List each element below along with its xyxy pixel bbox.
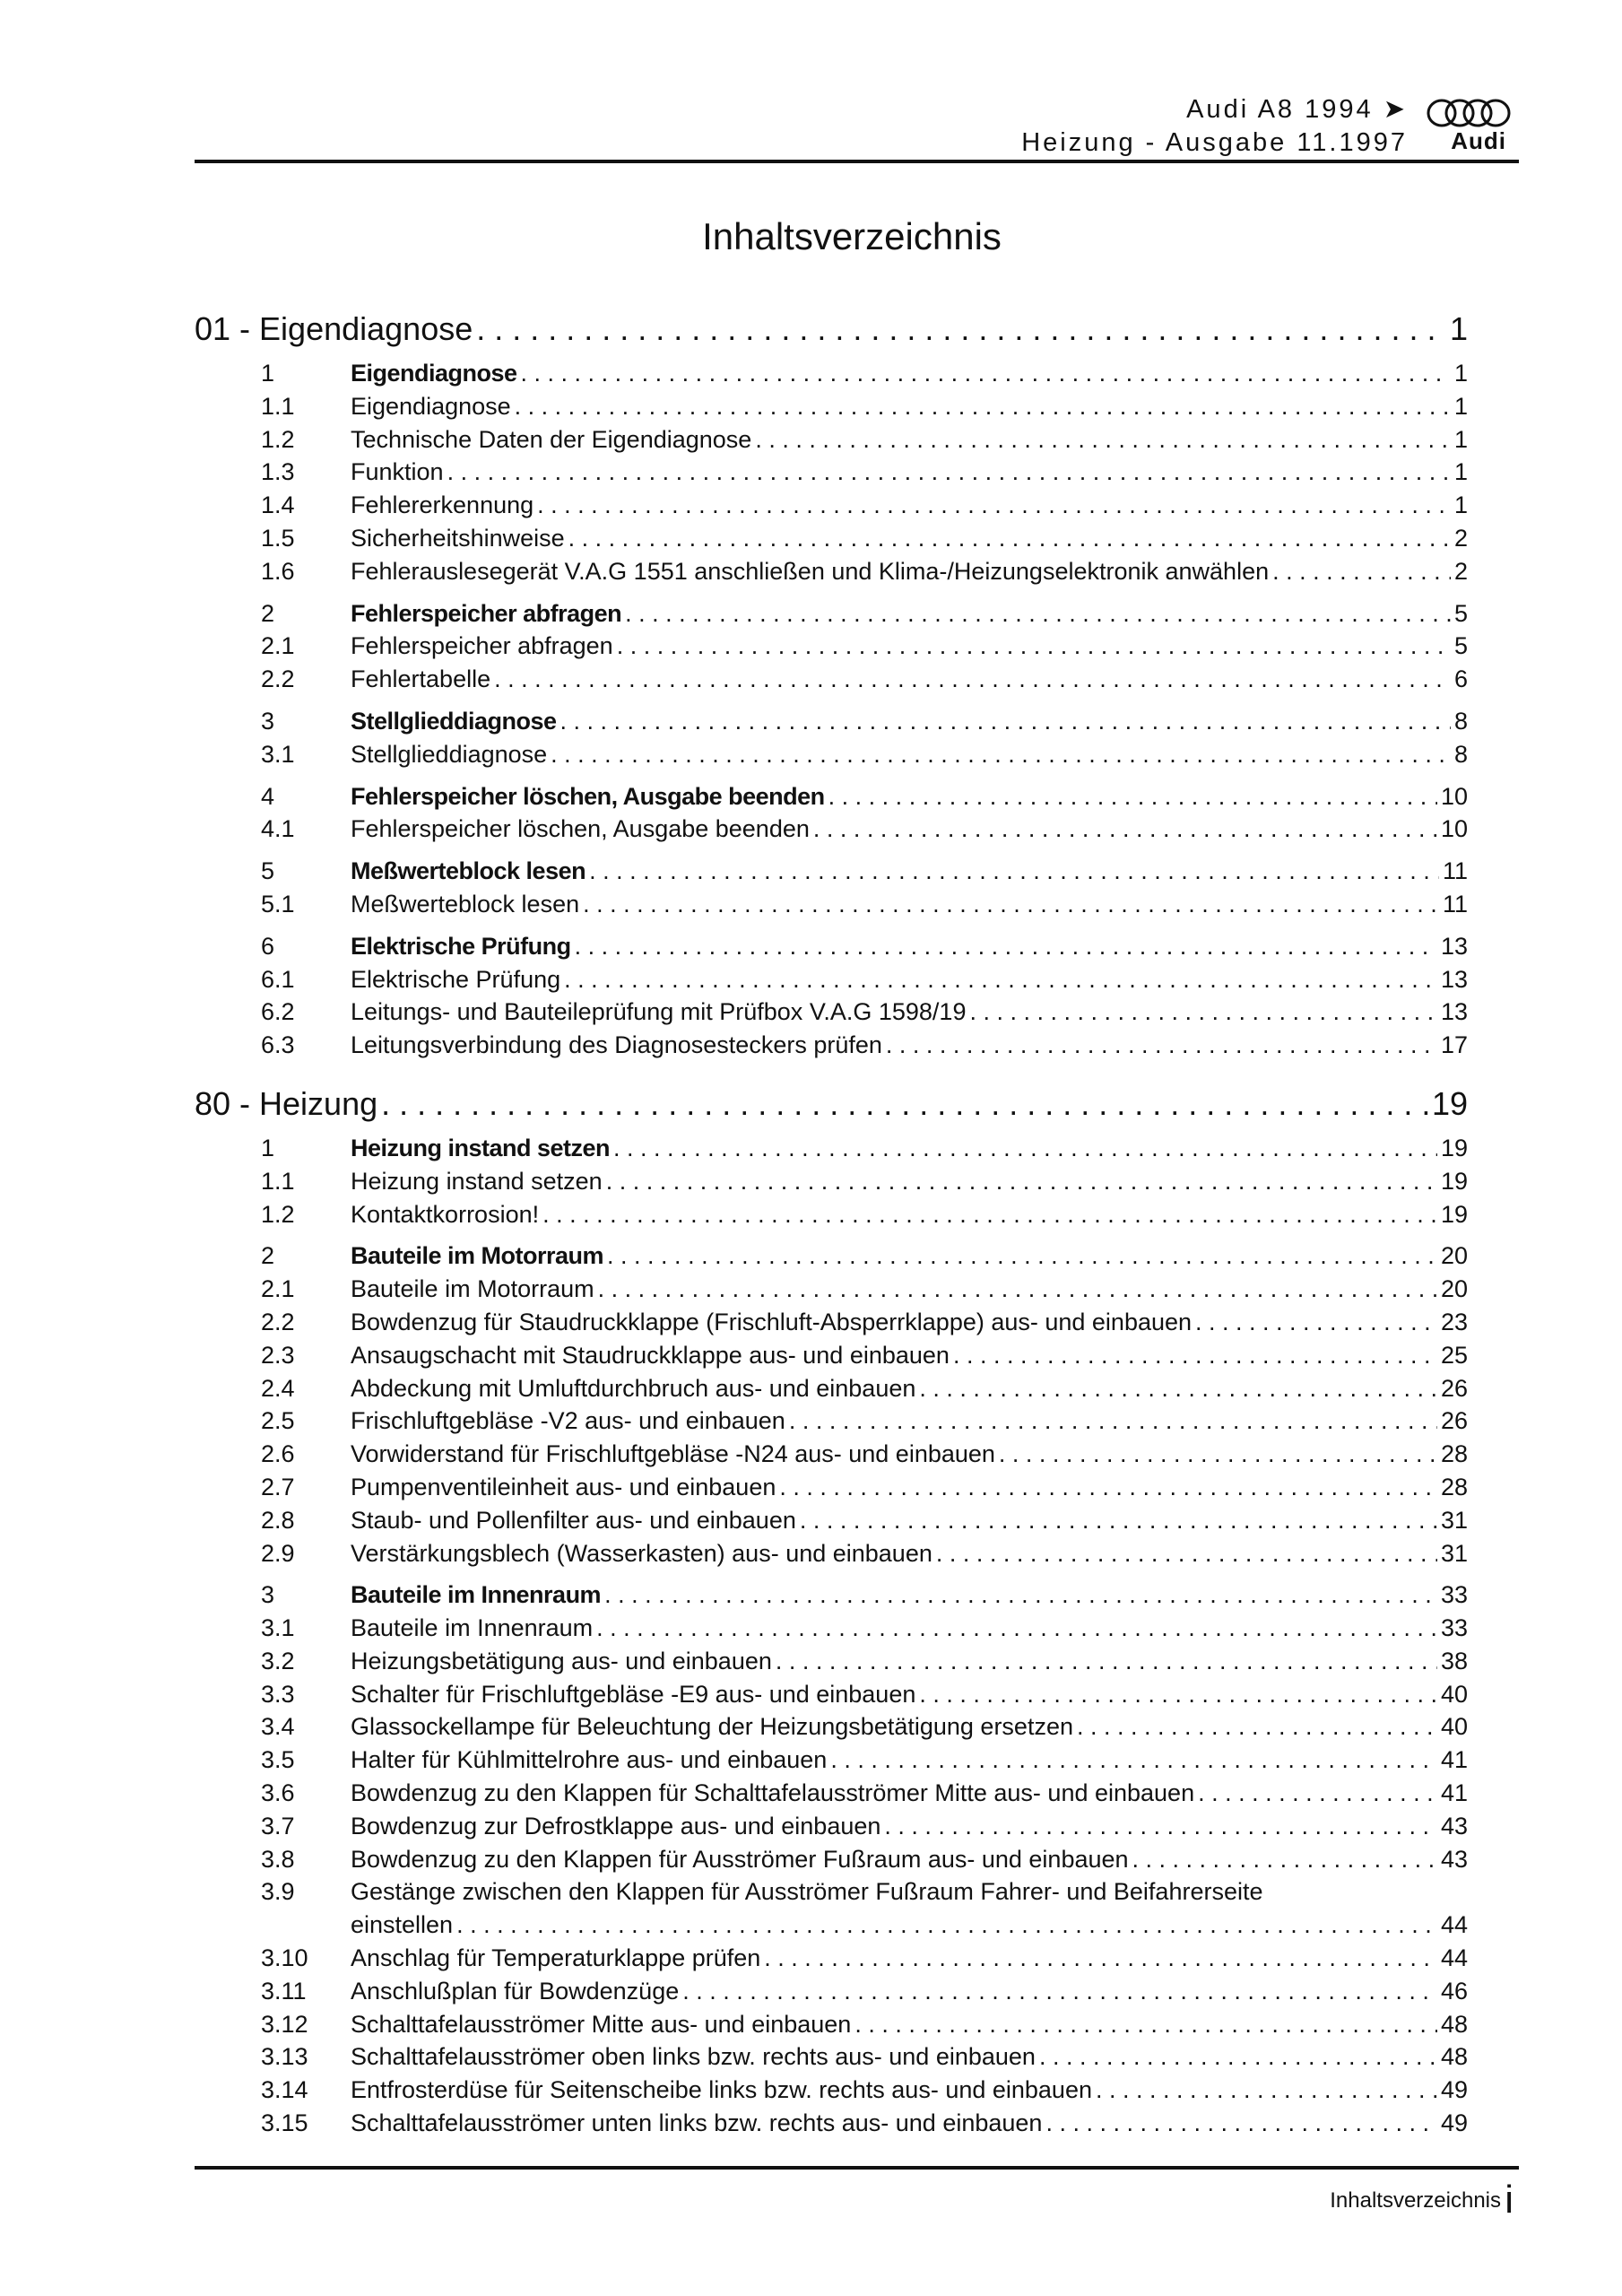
entry-page-number: 8: [1453, 740, 1468, 768]
leader-dots: [776, 1645, 1437, 1678]
entry-page-number: 11: [1442, 890, 1468, 918]
entry-title: Schalter für Frischluftgebläse -E9 aus- und einbauen: [351, 1680, 916, 1708]
entry-title: Bauteile im Innenraum: [351, 1614, 594, 1642]
entry-page-number: 43: [1440, 1812, 1468, 1839]
entry-number: 6: [261, 932, 275, 960]
leader-dots: [1198, 1777, 1437, 1810]
toc-entry[interactable]: [195, 1678, 1468, 1711]
leader-dots: [613, 1132, 1437, 1165]
toc-entry[interactable]: [195, 1645, 1468, 1678]
entry-number: 2.8: [261, 1506, 295, 1534]
leader-dots: [969, 996, 1436, 1029]
entry-number: 1: [261, 360, 275, 387]
entry-page-number: 17: [1440, 1031, 1468, 1059]
entry-number: 3: [261, 1581, 275, 1609]
entry-page-number: 31: [1440, 1506, 1468, 1534]
leader-dots: [564, 963, 1437, 996]
toc-entry[interactable]: [195, 888, 1468, 921]
entry-page-number: 1: [1453, 458, 1468, 486]
entry-number: 3.5: [261, 1746, 295, 1774]
toc-section-group: [195, 357, 1468, 588]
leader-dots: [1096, 2074, 1437, 2107]
toc-entry[interactable]: [195, 855, 1468, 888]
entry-title: Fehlererkennung: [351, 491, 534, 519]
leader-dots: [828, 780, 1437, 813]
leader-dots: [568, 522, 1451, 555]
leader-dots: [598, 1273, 1437, 1306]
header-subject: Heizung - Ausgabe 11.1997: [1021, 128, 1408, 157]
toc-entry[interactable]: [195, 1810, 1468, 1843]
entry-title: Stellglieddiagnose: [351, 707, 557, 735]
entry-page-number: 1: [1453, 491, 1468, 519]
toc-entry[interactable]: [195, 1975, 1468, 2008]
leader-dots: [617, 630, 1451, 663]
entry-title: Schalttafelausströmer oben links bzw. rechts aus- und einbauen: [351, 2043, 1036, 2071]
table-of-contents: [195, 307, 1468, 2140]
leader-dots: [919, 1372, 1437, 1405]
entry-number: 3.10: [261, 1944, 308, 1972]
entry-number: 3.15: [261, 2109, 308, 2137]
page-header: [195, 88, 1519, 163]
entry-page-number: 33: [1440, 1614, 1468, 1642]
entry-title: Bauteile im Innenraum: [351, 1581, 602, 1609]
leader-dots: [936, 1537, 1437, 1570]
entry-title: Bauteile im Motorraum: [351, 1242, 604, 1270]
entry-title: Eigendiagnose: [351, 392, 511, 420]
toc-section-group: [195, 597, 1468, 696]
entry-page-number: 13: [1440, 965, 1468, 993]
entry-page-number: 19: [1440, 1200, 1468, 1228]
toc-entry[interactable]: [195, 1710, 1468, 1744]
entry-title: Schalttafelausströmer Mitte aus- und einbauen: [351, 2010, 852, 2038]
chapter-page-number: 1: [1449, 310, 1468, 347]
entry-page-number: 23: [1440, 1308, 1468, 1335]
header-model: Audi A8 1994 ➤: [1186, 95, 1408, 124]
entry-page-number: 25: [1440, 1341, 1468, 1369]
leader-dots: [884, 1810, 1437, 1843]
entry-page-number: 48: [1440, 2010, 1468, 2038]
toc-entry[interactable]: [195, 597, 1468, 631]
toc-entry[interactable]: [195, 2040, 1468, 2074]
leader-dots: [755, 423, 1451, 457]
footer-page-number: i: [1505, 2178, 1514, 2222]
leader-dots: [813, 813, 1437, 846]
entry-page-number: 19: [1440, 1167, 1468, 1195]
entry-title: Bowdenzug für Staudruckklappe (Frischluft-Absperrklappe) aus- und einbauen: [351, 1308, 1193, 1335]
entry-number: 2.6: [261, 1440, 295, 1468]
entry-title: Funktion: [351, 458, 444, 486]
entry-page-number: 1: [1453, 360, 1468, 387]
leader-dots: [537, 489, 1451, 522]
toc-entry-continuation[interactable]: [195, 1909, 1468, 1942]
entry-number: 3.14: [261, 2076, 308, 2104]
leader-dots: [1195, 1306, 1437, 1339]
entry-title: Bauteile im Motorraum: [351, 1275, 594, 1303]
entry-title: Fehlerspeicher abfragen: [351, 632, 613, 660]
entry-number: 5: [261, 857, 275, 885]
entry-title: Vorwiderstand für Frischluftgebläse -N24 aus- und einbauen: [351, 1440, 995, 1468]
toc-entry[interactable]: [195, 663, 1468, 696]
entry-number: 2.1: [261, 632, 295, 660]
entry-title: Bowdenzug zur Defrostklappe aus- und einbauen: [351, 1812, 881, 1839]
entry-title: Fehlerspeicher löschen, Ausgabe beenden: [351, 782, 825, 810]
toc-entry[interactable]: [195, 2074, 1468, 2107]
toc-entry[interactable]: [195, 813, 1468, 846]
entry-number: 1.2: [261, 1200, 295, 1228]
entry-page-number: 43: [1440, 1845, 1468, 1873]
entry-page-number: 10: [1440, 782, 1468, 810]
leader-dots: [779, 1471, 1437, 1504]
toc-entry[interactable]: [195, 1578, 1468, 1612]
toc-entry[interactable]: [195, 1612, 1468, 1645]
leader-dots: [604, 1578, 1437, 1612]
entry-title: Fehlerauslesegerät V.A.G 1551 anschließen und Klima-/Heizungselektronik anwählen: [351, 557, 1270, 585]
entry-title: Meßwerteblock lesen: [351, 890, 580, 918]
entry-page-number: 11: [1442, 857, 1468, 885]
toc-entry[interactable]: [195, 555, 1468, 588]
entry-page-number: 20: [1440, 1275, 1468, 1303]
entry-page-number: 44: [1440, 1944, 1468, 1972]
leader-dots: [515, 390, 1451, 423]
toc-entry[interactable]: [195, 1438, 1468, 1471]
toc-entry[interactable]: [195, 738, 1468, 771]
entry-title: Anschlußplan für Bowdenzüge: [351, 1977, 680, 2005]
entry-title: Fehlerspeicher abfragen: [351, 599, 622, 627]
entry-title-continued: einstellen: [351, 1911, 454, 1939]
entry-number: 2.1: [261, 1275, 295, 1303]
entry-number: 2.7: [261, 1473, 295, 1500]
entry-title: Kontaktkorrosion!: [351, 1200, 540, 1228]
entry-number: 3.13: [261, 2043, 308, 2071]
leader-dots: [494, 663, 1451, 696]
entry-page-number: 40: [1440, 1713, 1468, 1741]
entry-number: 1: [261, 1134, 275, 1161]
leader-dots: [830, 1744, 1437, 1777]
toc-entry[interactable]: [195, 1843, 1468, 1876]
toc-section-group: [195, 1578, 1468, 2140]
entry-number: 3.11: [261, 1977, 307, 2005]
leader-dots: [589, 855, 1439, 888]
entry-page-number: 28: [1440, 1473, 1468, 1500]
leader-dots: [583, 888, 1439, 921]
entry-title: Staub- und Pollenfilter aus- und einbauen: [351, 1506, 796, 1534]
chapter-page-number: 19: [1431, 1084, 1468, 1122]
leader-dots: [1132, 1843, 1437, 1876]
entry-page-number: 2: [1453, 524, 1468, 552]
entry-number: 6.3: [261, 1031, 295, 1059]
toc-entry[interactable]: [195, 1777, 1468, 1810]
toc-section-group: [195, 855, 1468, 921]
toc-entry[interactable]: [195, 630, 1468, 663]
leader-dots: [682, 1975, 1437, 2008]
entry-number: 2.2: [261, 665, 295, 693]
entry-title: Entfrosterdüse für Seitenscheibe links bzw. rechts aus- und einbauen: [351, 2076, 1092, 2104]
entry-title: Abdeckung mit Umluftdurchbruch aus- und einbauen: [351, 1374, 916, 1402]
leader-dots: [854, 2008, 1437, 2041]
entry-page-number: 5: [1453, 632, 1468, 660]
toc-entry[interactable]: [195, 390, 1468, 423]
leader-dots: [476, 307, 1446, 352]
entry-number: 2.2: [261, 1308, 295, 1335]
entry-page-number: 13: [1440, 998, 1468, 1026]
toc-entry[interactable]: [195, 1537, 1468, 1570]
entry-number: 3.3: [261, 1680, 295, 1708]
entry-title: Frischluftgebläse -V2 aus- und einbauen: [351, 1407, 785, 1435]
leader-dots: [999, 1438, 1437, 1471]
leader-dots: [919, 1678, 1437, 1711]
leader-dots: [456, 1909, 1437, 1942]
entry-title: Glassockellampe für Beleuchtung der Heizungsbetätigung ersetzen: [351, 1713, 1073, 1741]
toc-entry[interactable]: [195, 1875, 1468, 1909]
entry-page-number: 26: [1440, 1374, 1468, 1402]
entry-title: Fehlerspeicher löschen, Ausgabe beenden: [351, 815, 810, 843]
toc-section-group: [195, 930, 1468, 1062]
entry-title: Meßwerteblock lesen: [351, 857, 586, 885]
toc-entry[interactable]: [195, 1198, 1468, 1231]
audi-logo-text: Audi: [1451, 127, 1506, 154]
entry-number: 3.9: [261, 1878, 295, 1906]
toc-entry[interactable]: [195, 963, 1468, 996]
entry-page-number: 48: [1440, 2043, 1468, 2071]
entry-title: Technische Daten der Eigendiagnose: [351, 425, 752, 453]
entry-page-number: 40: [1440, 1680, 1468, 1708]
entry-title: Sicherheitshinweise: [351, 524, 565, 552]
entry-number: 2.4: [261, 1374, 295, 1402]
toc-entry[interactable]: [195, 423, 1468, 457]
toc-entry[interactable]: [195, 996, 1468, 1029]
toc-section-group: [195, 780, 1468, 847]
entry-title: Bowdenzug zu den Klappen für Ausströmer Fußraum aus- und einbauen: [351, 1845, 1129, 1873]
entry-title: Anschlag für Temperaturklappe prüfen: [351, 1944, 761, 1972]
entry-page-number: 46: [1440, 1977, 1468, 2005]
toc-entry[interactable]: [195, 2008, 1468, 2041]
entry-title: Pumpenventileinheit aus- und einbauen: [351, 1473, 776, 1500]
entry-page-number: 49: [1440, 2109, 1468, 2137]
entry-page-number: 2: [1453, 557, 1468, 585]
entry-page-number: 49: [1440, 2076, 1468, 2104]
leader-dots: [800, 1504, 1437, 1537]
entry-page-number: 13: [1440, 932, 1468, 960]
entry-title: Elektrische Prüfung: [351, 932, 571, 960]
toc-entry[interactable]: [195, 1372, 1468, 1405]
footer-label: Inhaltsverzeichnis: [1330, 2188, 1501, 2213]
entry-page-number: 1: [1453, 425, 1468, 453]
toc-section-group: [195, 1132, 1468, 1231]
entry-title: Stellglieddiagnose: [351, 740, 548, 768]
leader-dots: [381, 1082, 1428, 1126]
entry-title: Gestänge zwischen den Klappen für Ausströmer Fußraum Fahrer- und Beifahrerseite: [351, 1878, 1263, 1906]
entry-number: 2.9: [261, 1539, 295, 1567]
toc-section-group: [195, 1239, 1468, 1570]
entry-title: Fehlertabelle: [351, 665, 491, 693]
toc-entry[interactable]: [195, 1504, 1468, 1537]
entry-page-number: 19: [1440, 1134, 1468, 1161]
entry-number: 1.5: [261, 524, 295, 552]
toc-chapter-entry[interactable]: [195, 1082, 1468, 1126]
toc-entry[interactable]: [195, 489, 1468, 522]
entry-title: Eigendiagnose: [351, 360, 517, 387]
entry-number: 2: [261, 1242, 275, 1270]
page-title: Inhaltsverzeichnis: [702, 215, 1002, 257]
toc-entry[interactable]: [195, 780, 1468, 813]
entry-number: 1.6: [261, 557, 295, 585]
toc-entry[interactable]: [195, 1306, 1468, 1339]
entry-number: 4.1: [261, 815, 295, 843]
toc-entry[interactable]: [195, 1471, 1468, 1504]
entry-title: Leitungsverbindung des Diagnosesteckers prüfen: [351, 1031, 882, 1059]
entry-page-number: 10: [1440, 815, 1468, 843]
entry-page-number: 5: [1453, 599, 1468, 627]
chapter-title: 80 - Heizung: [195, 1084, 378, 1122]
leader-dots: [1272, 555, 1451, 588]
leader-dots: [447, 456, 1451, 489]
entry-number: 1.1: [261, 1167, 295, 1195]
leader-dots: [551, 738, 1451, 771]
entry-number: 3.1: [261, 1614, 295, 1642]
toc-entry[interactable]: [195, 456, 1468, 489]
leader-dots: [953, 1339, 1437, 1372]
entry-number: 3.6: [261, 1779, 295, 1807]
footer-divider: [195, 2166, 1519, 2170]
entry-title: Heizung instand setzen: [351, 1167, 603, 1195]
entry-page-number: 1: [1453, 392, 1468, 420]
entry-title: Elektrische Prüfung: [351, 965, 561, 993]
toc-entry[interactable]: [195, 1029, 1468, 1062]
entry-page-number: 6: [1453, 665, 1468, 693]
entry-number: 3.1: [261, 740, 295, 768]
leader-dots: [575, 930, 1437, 963]
entry-number: 1.3: [261, 458, 295, 486]
toc-entry[interactable]: [195, 1239, 1468, 1273]
leader-dots: [625, 597, 1451, 631]
entry-page-number: 44: [1440, 1911, 1468, 1939]
toc-entry[interactable]: [195, 2107, 1468, 2140]
entry-title: Heizung instand setzen: [351, 1134, 611, 1161]
entry-page-number: 8: [1453, 707, 1468, 735]
entry-number: 2.5: [261, 1407, 295, 1435]
toc-section-group: [195, 705, 1468, 771]
entry-page-number: 26: [1440, 1407, 1468, 1435]
entry-number: 1.2: [261, 425, 295, 453]
entry-number: 3.8: [261, 1845, 295, 1873]
toc-entry[interactable]: [195, 1132, 1468, 1165]
leader-dots: [606, 1165, 1437, 1198]
entry-title: Halter für Kühlmittelrohre aus- und einbauen: [351, 1746, 828, 1774]
entry-number: 2.3: [261, 1341, 295, 1369]
entry-page-number: 38: [1440, 1647, 1468, 1674]
leader-dots: [607, 1239, 1437, 1273]
toc-entry[interactable]: [195, 1165, 1468, 1198]
leader-dots: [596, 1612, 1437, 1645]
entry-page-number: 28: [1440, 1440, 1468, 1468]
toc-entry[interactable]: [195, 522, 1468, 555]
entry-number: 3.12: [261, 2010, 308, 2038]
entry-number: 1.4: [261, 491, 295, 519]
entry-number: 1.1: [261, 392, 295, 420]
entry-page-number: 41: [1440, 1779, 1468, 1807]
entry-page-number: 20: [1440, 1242, 1468, 1270]
toc-entry[interactable]: [195, 705, 1468, 738]
leader-dots: [542, 1198, 1437, 1231]
leader-dots: [521, 357, 1451, 390]
entry-number: 6.2: [261, 998, 295, 1026]
entry-number: 5.1: [261, 890, 295, 918]
toc-entry[interactable]: [195, 1339, 1468, 1372]
toc-entry[interactable]: [195, 1273, 1468, 1306]
leader-dots: [1077, 1710, 1437, 1744]
entry-number: 4: [261, 782, 275, 810]
toc-entry[interactable]: [195, 930, 1468, 963]
entry-title: Ansaugschacht mit Staudruckklappe aus- und einbauen: [351, 1341, 950, 1369]
toc-chapter-entry[interactable]: [195, 307, 1468, 352]
toc-entry[interactable]: [195, 1942, 1468, 1975]
leader-dots: [1039, 2040, 1437, 2074]
leader-dots: [1045, 2107, 1437, 2140]
chapter-title: 01 - Eigendiagnose: [195, 310, 473, 347]
entry-number: 3.7: [261, 1812, 295, 1839]
entry-page-number: 33: [1440, 1581, 1468, 1609]
entry-title: Leitungs- und Bauteileprüfung mit Prüfbox V.A.G 1598/19: [351, 998, 967, 1026]
leader-dots: [560, 705, 1451, 738]
leader-dots: [789, 1405, 1437, 1438]
entry-number: 2: [261, 599, 275, 627]
entry-title: Verstärkungsblech (Wasserkasten) aus- und einbauen: [351, 1539, 932, 1567]
entry-number: 3.2: [261, 1647, 295, 1674]
entry-number: 3.4: [261, 1713, 295, 1741]
entry-number: 6.1: [261, 965, 295, 993]
entry-title: Bowdenzug zu den Klappen für Schalttafelausströmer Mitte aus- und einbauen: [351, 1779, 1195, 1807]
leader-dots: [886, 1029, 1437, 1062]
leader-dots: [764, 1942, 1437, 1975]
toc-entry[interactable]: [195, 1744, 1468, 1777]
toc-entry[interactable]: [195, 357, 1468, 390]
entry-number: 3: [261, 707, 275, 735]
toc-entry[interactable]: [195, 1405, 1468, 1438]
entry-page-number: 41: [1440, 1746, 1468, 1774]
entry-page-number: 31: [1440, 1539, 1468, 1567]
entry-title: Heizungsbetätigung aus- und einbauen: [351, 1647, 772, 1674]
entry-title: Schalttafelausströmer unten links bzw. rechts aus- und einbauen: [351, 2109, 1043, 2137]
